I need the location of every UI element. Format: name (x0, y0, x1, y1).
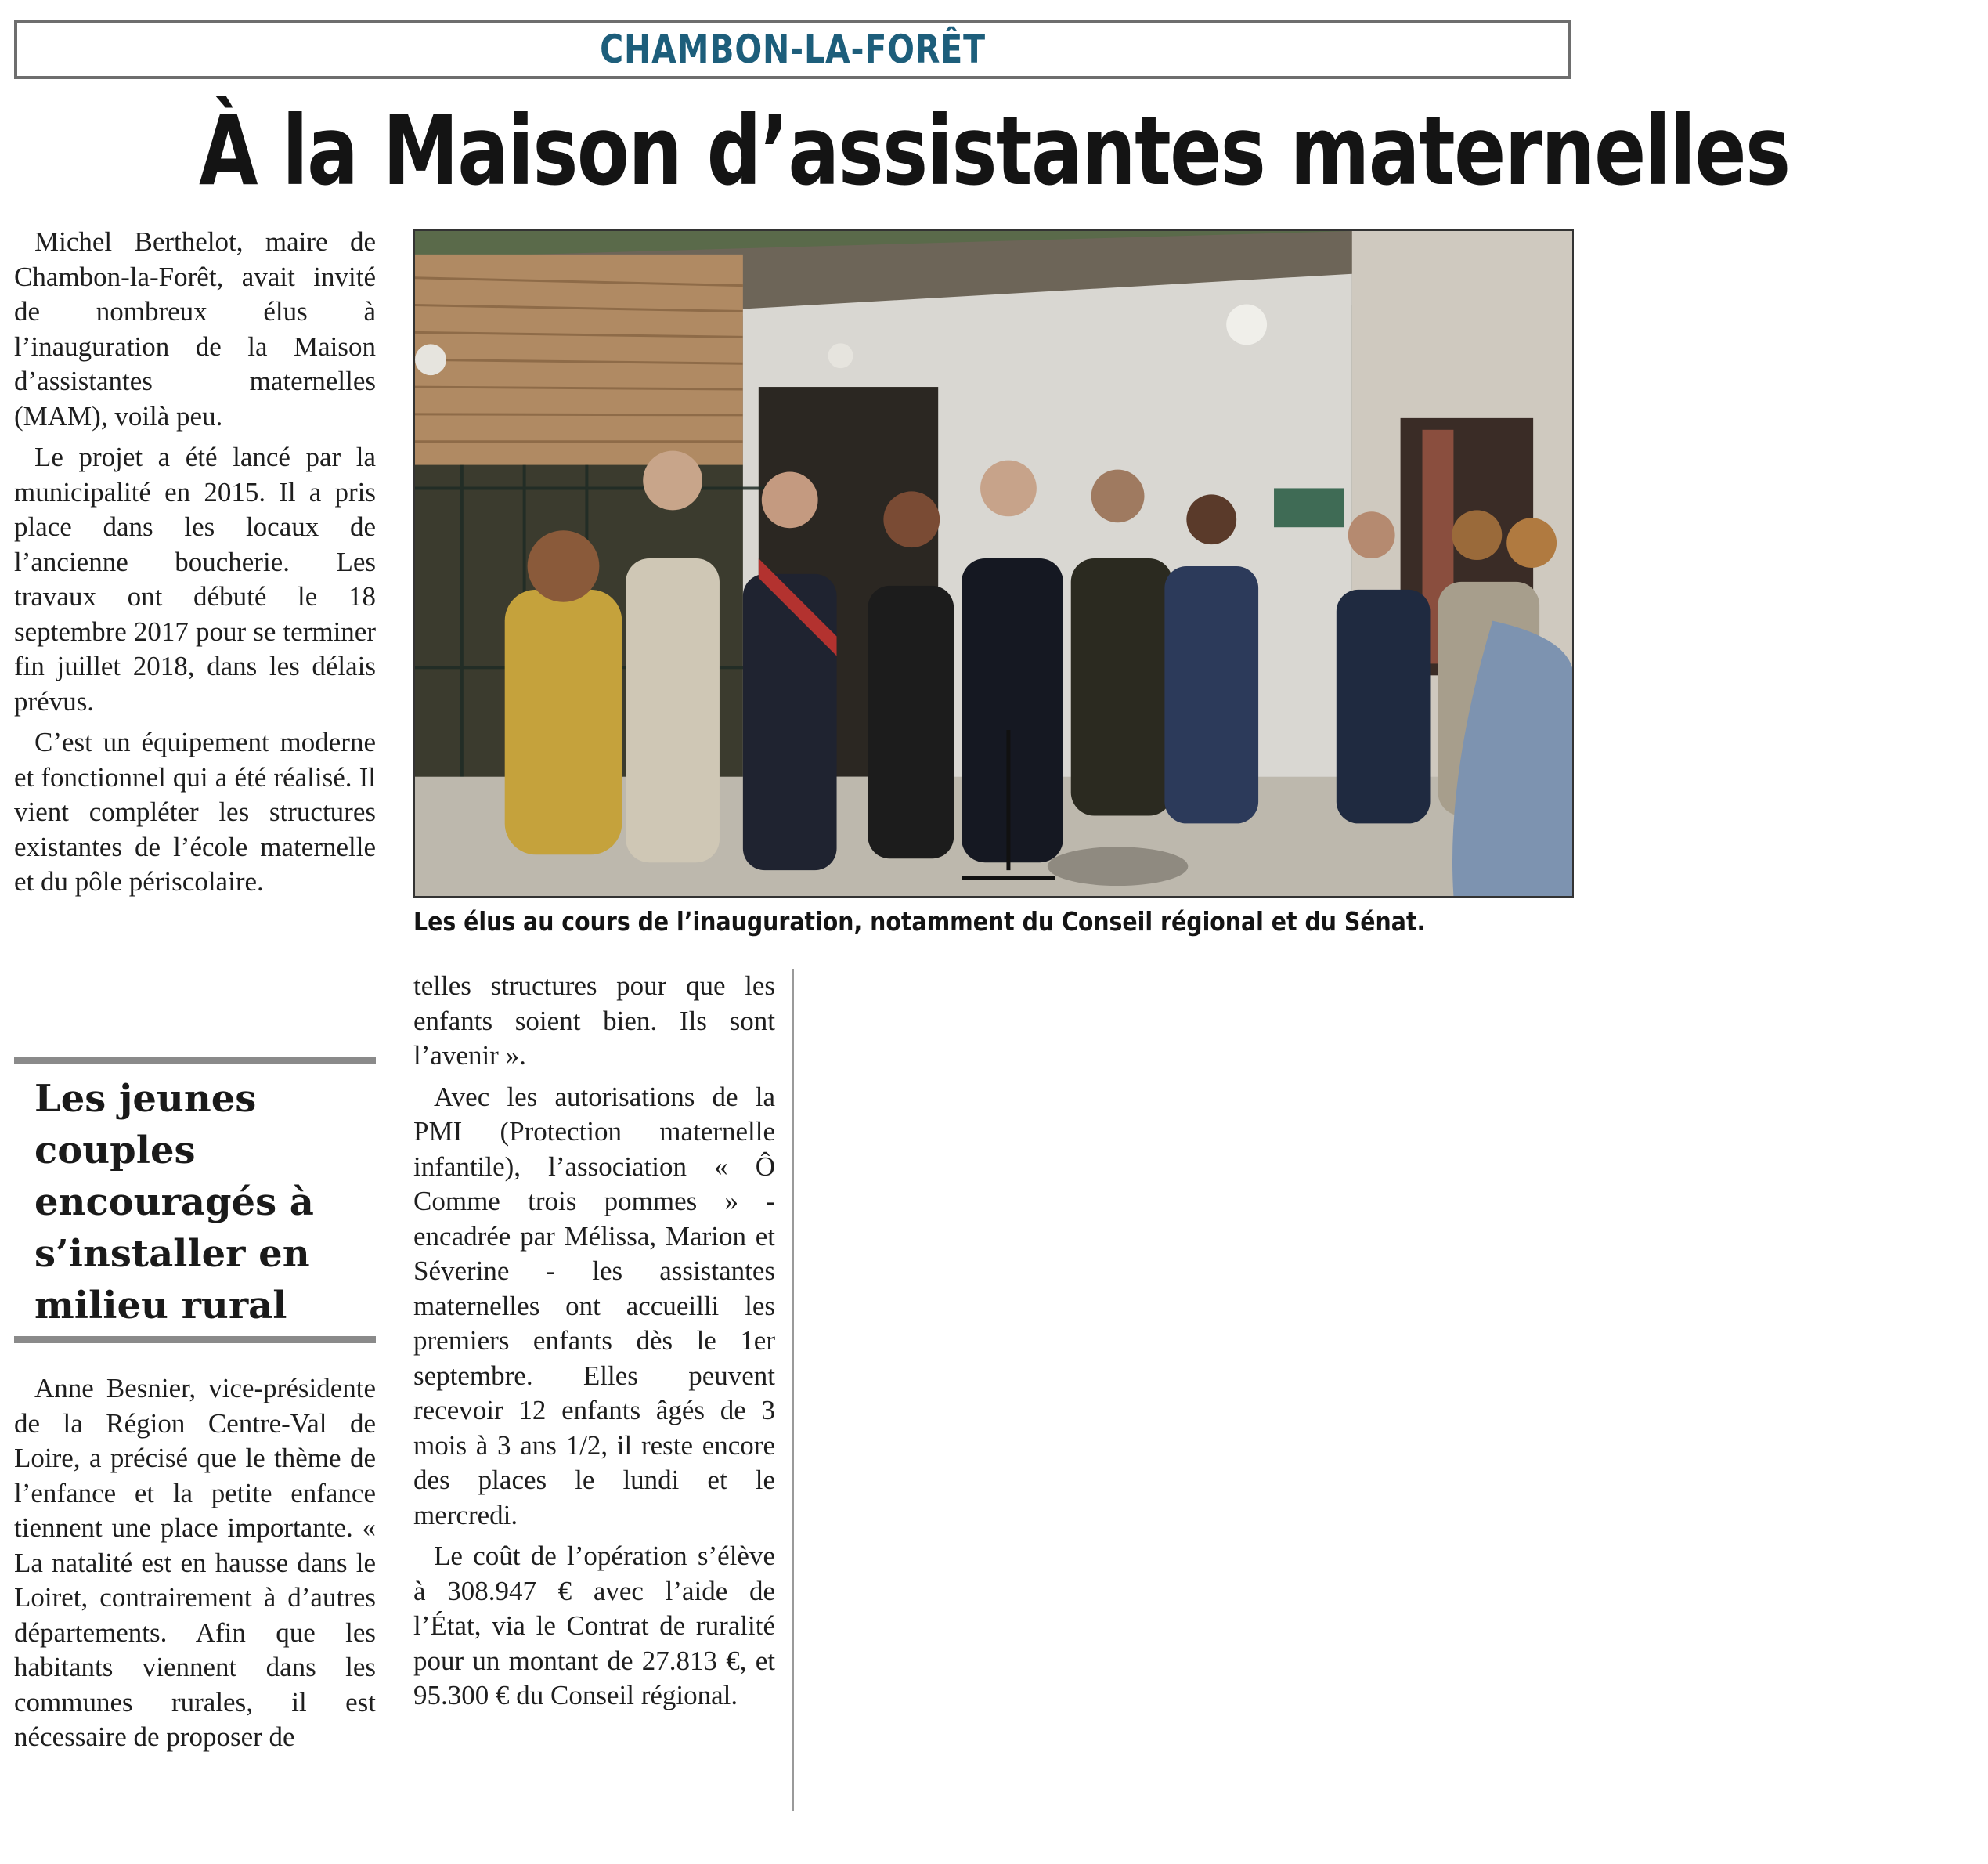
column-2-paragraph-2: Avec les autorisations de la PMI (Protection maternelle infantile), l’association « Ô Comme trois pommes » - encadrée par Mélissa, Marion et Séverine - les assistantes maternelles ont accueilli les premiers enfants dès le 1er septembre. Elles peuvent recevoir 12 enfants âgés de 3 mois à 3 ans 1/2, il reste encore des places le lundi et le mercredi. (413, 1081, 775, 1530)
column-divider (792, 969, 794, 1811)
photo-caption-text: Les élus au cours de l’inauguration, notamment du Conseil régional et du Sénat. (413, 906, 1426, 937)
intro-paragraph-3: C’est un équipement moderne et fonctionnel qui a été réalisé. Il vient compléter les structures existantes de l’école maternelle et du pôle périscolaire. (14, 727, 376, 897)
column-1-continued (14, 1371, 376, 1755)
intro-paragraph-1: Michel Berthelot, maire de Chambon-la-Forêt, avait invité de nombreux élus à l’inauguration de la Maison d’assistantes maternelles (MAM), voilà peu. (14, 226, 376, 432)
subhead-rule-top (14, 1057, 376, 1064)
subhead: Les jeunes couples encouragés à s’installer en milieu rural (34, 1077, 314, 1328)
column-2-paragraph-1: telles structures pour que les enfants soient bien. Ils sont l’avenir ». (413, 970, 775, 1071)
besnier-paragraph: Anne Besnier, vice-présidente de la Région Centre-Val de Loire, a précisé que le thème de l’enfance et la petite enfance tiennent une place importante. « La natalité est en hausse dans le Loiret, contrairement à d’autres départements. Afin que les habitants viennent dans les communes rurales, il est nécessaire de proposer de (14, 1373, 376, 1752)
intro-paragraph-2: Le projet a été lancé par la municipalité en 2015. Il a pris place dans les locaux de l’ancienne boucherie. Les travaux ont débuté le 18 septembre 2017 pour se terminer fin juillet 2018, dans les délais prévus. (14, 442, 376, 717)
headline-text: À la Maison d’assistantes maternelles (198, 96, 1790, 207)
column-2-paragraph-3: Le coût de l’opération s’élève à 308.947 € avec l’aide de l’État, via le Contrat de ruralité pour un montant de 27.813 €, et 95.300 € du Conseil régional. (413, 1541, 775, 1710)
photo-caption (413, 903, 1574, 941)
column-1-intro (14, 225, 376, 900)
article-photo (413, 229, 1574, 898)
article-headline (0, 85, 1790, 218)
section-header (14, 20, 1571, 79)
inauguration-photo (415, 231, 1572, 896)
section-label: CHAMBON-LA-FORÊT (599, 27, 986, 72)
subhead-rule-bottom (14, 1336, 376, 1343)
column-2 (413, 969, 775, 1714)
